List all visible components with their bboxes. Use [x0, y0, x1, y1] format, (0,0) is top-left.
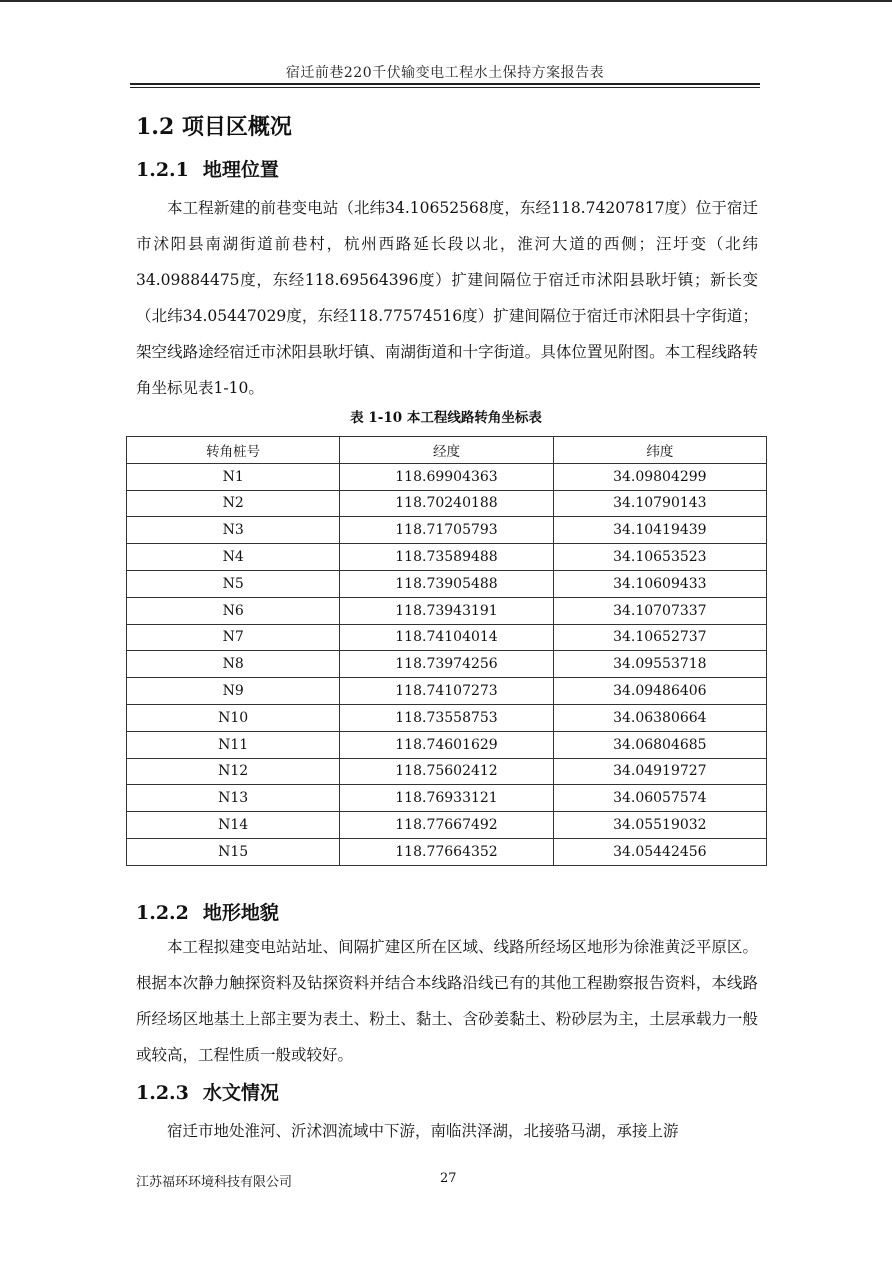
cell-stake: N3 — [127, 517, 340, 544]
cell-longitude: 118.73589488 — [340, 544, 553, 571]
column-header-stake: 转角桩号 — [127, 437, 340, 464]
cell-longitude: 118.73905488 — [340, 570, 553, 597]
column-header-latitude: 纬度 — [553, 437, 766, 464]
table-row — [127, 731, 767, 758]
table-header-row — [127, 437, 767, 464]
cell-latitude: 34.09804299 — [553, 463, 766, 490]
table-row — [127, 624, 767, 651]
table-row — [127, 704, 767, 731]
cell-longitude: 118.74107273 — [340, 678, 553, 705]
cell-longitude: 118.74104014 — [340, 624, 553, 651]
cell-latitude: 34.05519032 — [553, 812, 766, 839]
cell-stake: N5 — [127, 570, 340, 597]
cell-stake: N12 — [127, 758, 340, 785]
table-row — [127, 812, 767, 839]
subsection-title: 地理位置 — [202, 159, 279, 181]
cell-stake: N4 — [127, 544, 340, 571]
table-row — [127, 570, 767, 597]
table-row — [127, 758, 767, 785]
cell-stake: N13 — [127, 785, 340, 812]
cell-longitude: 118.74601629 — [340, 731, 553, 758]
cell-longitude: 118.76933121 — [340, 785, 553, 812]
cell-stake: N9 — [127, 678, 340, 705]
cell-latitude: 34.10652737 — [553, 624, 766, 651]
table-row — [127, 785, 767, 812]
table-row — [127, 490, 767, 517]
subsection-heading-location — [136, 155, 279, 182]
hydrology-paragraph: 宿迁市地处淮河、沂沭泗流域中下游，南临洪泽湖，北接骆马湖，承接上游 — [167, 1122, 679, 1140]
table-row — [127, 463, 767, 490]
cell-latitude: 34.04919727 — [553, 758, 766, 785]
subsection-title: 水文情况 — [202, 1082, 279, 1104]
subsection-title: 地形地貌 — [202, 902, 279, 924]
cell-longitude: 118.73974256 — [340, 651, 553, 678]
cell-latitude: 34.06057574 — [553, 785, 766, 812]
cell-stake: N8 — [127, 651, 340, 678]
cell-longitude: 118.73943191 — [340, 597, 553, 624]
footer-company: 江苏福环环境科技有限公司 — [136, 1175, 293, 1190]
subsection-number: 1.2.3 — [136, 1082, 189, 1104]
cell-stake: N1 — [127, 463, 340, 490]
table-row — [127, 838, 767, 865]
cell-stake: N6 — [127, 597, 340, 624]
cell-stake: N11 — [127, 731, 340, 758]
cell-stake: N10 — [127, 704, 340, 731]
cell-latitude: 34.10609433 — [553, 570, 766, 597]
cell-longitude: 118.77667492 — [340, 812, 553, 839]
cell-latitude: 34.10419439 — [553, 517, 766, 544]
subsection-heading-hydrology — [136, 1078, 279, 1105]
terrain-paragraph: 本工程拟建变电站站址、间隔扩建区所在区域、线路所经场区地形为徐淮黄泛平原区。根据本次静力触探资料及钻探资料并结合本线路沿线已有的其他工程勘察报告资料，本线路所经场区地基土上部主要为表土、粉土、黏土、含砂姜黏土、粉砂层为主，土层承载力一般或较高，工程性质一般或较好。 — [136, 938, 758, 1064]
location-paragraph: 本工程新建的前巷变电站（北纬34.10652568度，东经118.74207817度）位于宿迁市沭阳县南湖街道前巷村，杭州西路延长段以北，淮河大道的西侧；汪圩变（北纬34.09884475度，东经118.69564396度）扩建间隔位于宿迁市沭阳县耿圩镇；新长变（北纬34.05447029度，东经118.77574516度）扩建间隔位于宿迁市沭阳县十字街道；架空线路途经宿迁市沭阳县耿圩镇、南湖街道和十字街道。具体位置见附图。本工程线路转角坐标见表1-10。 — [136, 199, 758, 397]
page-number: 27 — [440, 1171, 457, 1186]
subsection-heading-terrain — [136, 898, 279, 925]
subsection-number: 1.2.1 — [136, 159, 189, 181]
cell-latitude: 34.05442456 — [553, 838, 766, 865]
cell-longitude: 118.71705793 — [340, 517, 553, 544]
cell-longitude: 118.77664352 — [340, 838, 553, 865]
column-header-longitude: 经度 — [340, 437, 553, 464]
cell-latitude: 34.09486406 — [553, 678, 766, 705]
cell-stake: N15 — [127, 838, 340, 865]
table-row — [127, 678, 767, 705]
top-border — [0, 0, 892, 2]
cell-latitude: 34.09553718 — [553, 651, 766, 678]
table-row — [127, 544, 767, 571]
cell-latitude: 34.10790143 — [553, 490, 766, 517]
table-row — [127, 651, 767, 678]
coordinates-table — [126, 436, 767, 866]
cell-stake: N2 — [127, 490, 340, 517]
table-caption: 表 1-10 本工程线路转角坐标表 — [350, 410, 542, 426]
cell-longitude: 118.75602412 — [340, 758, 553, 785]
subsection-number: 1.2.2 — [136, 902, 189, 924]
table-row — [127, 517, 767, 544]
header-rule — [130, 83, 760, 85]
cell-longitude: 118.69904363 — [340, 463, 553, 490]
cell-latitude: 34.10653523 — [553, 544, 766, 571]
cell-latitude: 34.06380664 — [553, 704, 766, 731]
cell-longitude: 118.70240188 — [340, 490, 553, 517]
header-rule-thin — [130, 87, 760, 88]
cell-latitude: 34.10707337 — [553, 597, 766, 624]
section-heading: 1.2 项目区概况 — [136, 114, 292, 140]
cell-latitude: 34.06804685 — [553, 731, 766, 758]
cell-stake: N14 — [127, 812, 340, 839]
cell-longitude: 118.73558753 — [340, 704, 553, 731]
table-row — [127, 597, 767, 624]
table-body — [127, 463, 767, 865]
cell-stake: N7 — [127, 624, 340, 651]
running-header: 宿迁前巷220千伏输变电工程水土保持方案报告表 — [285, 65, 605, 81]
